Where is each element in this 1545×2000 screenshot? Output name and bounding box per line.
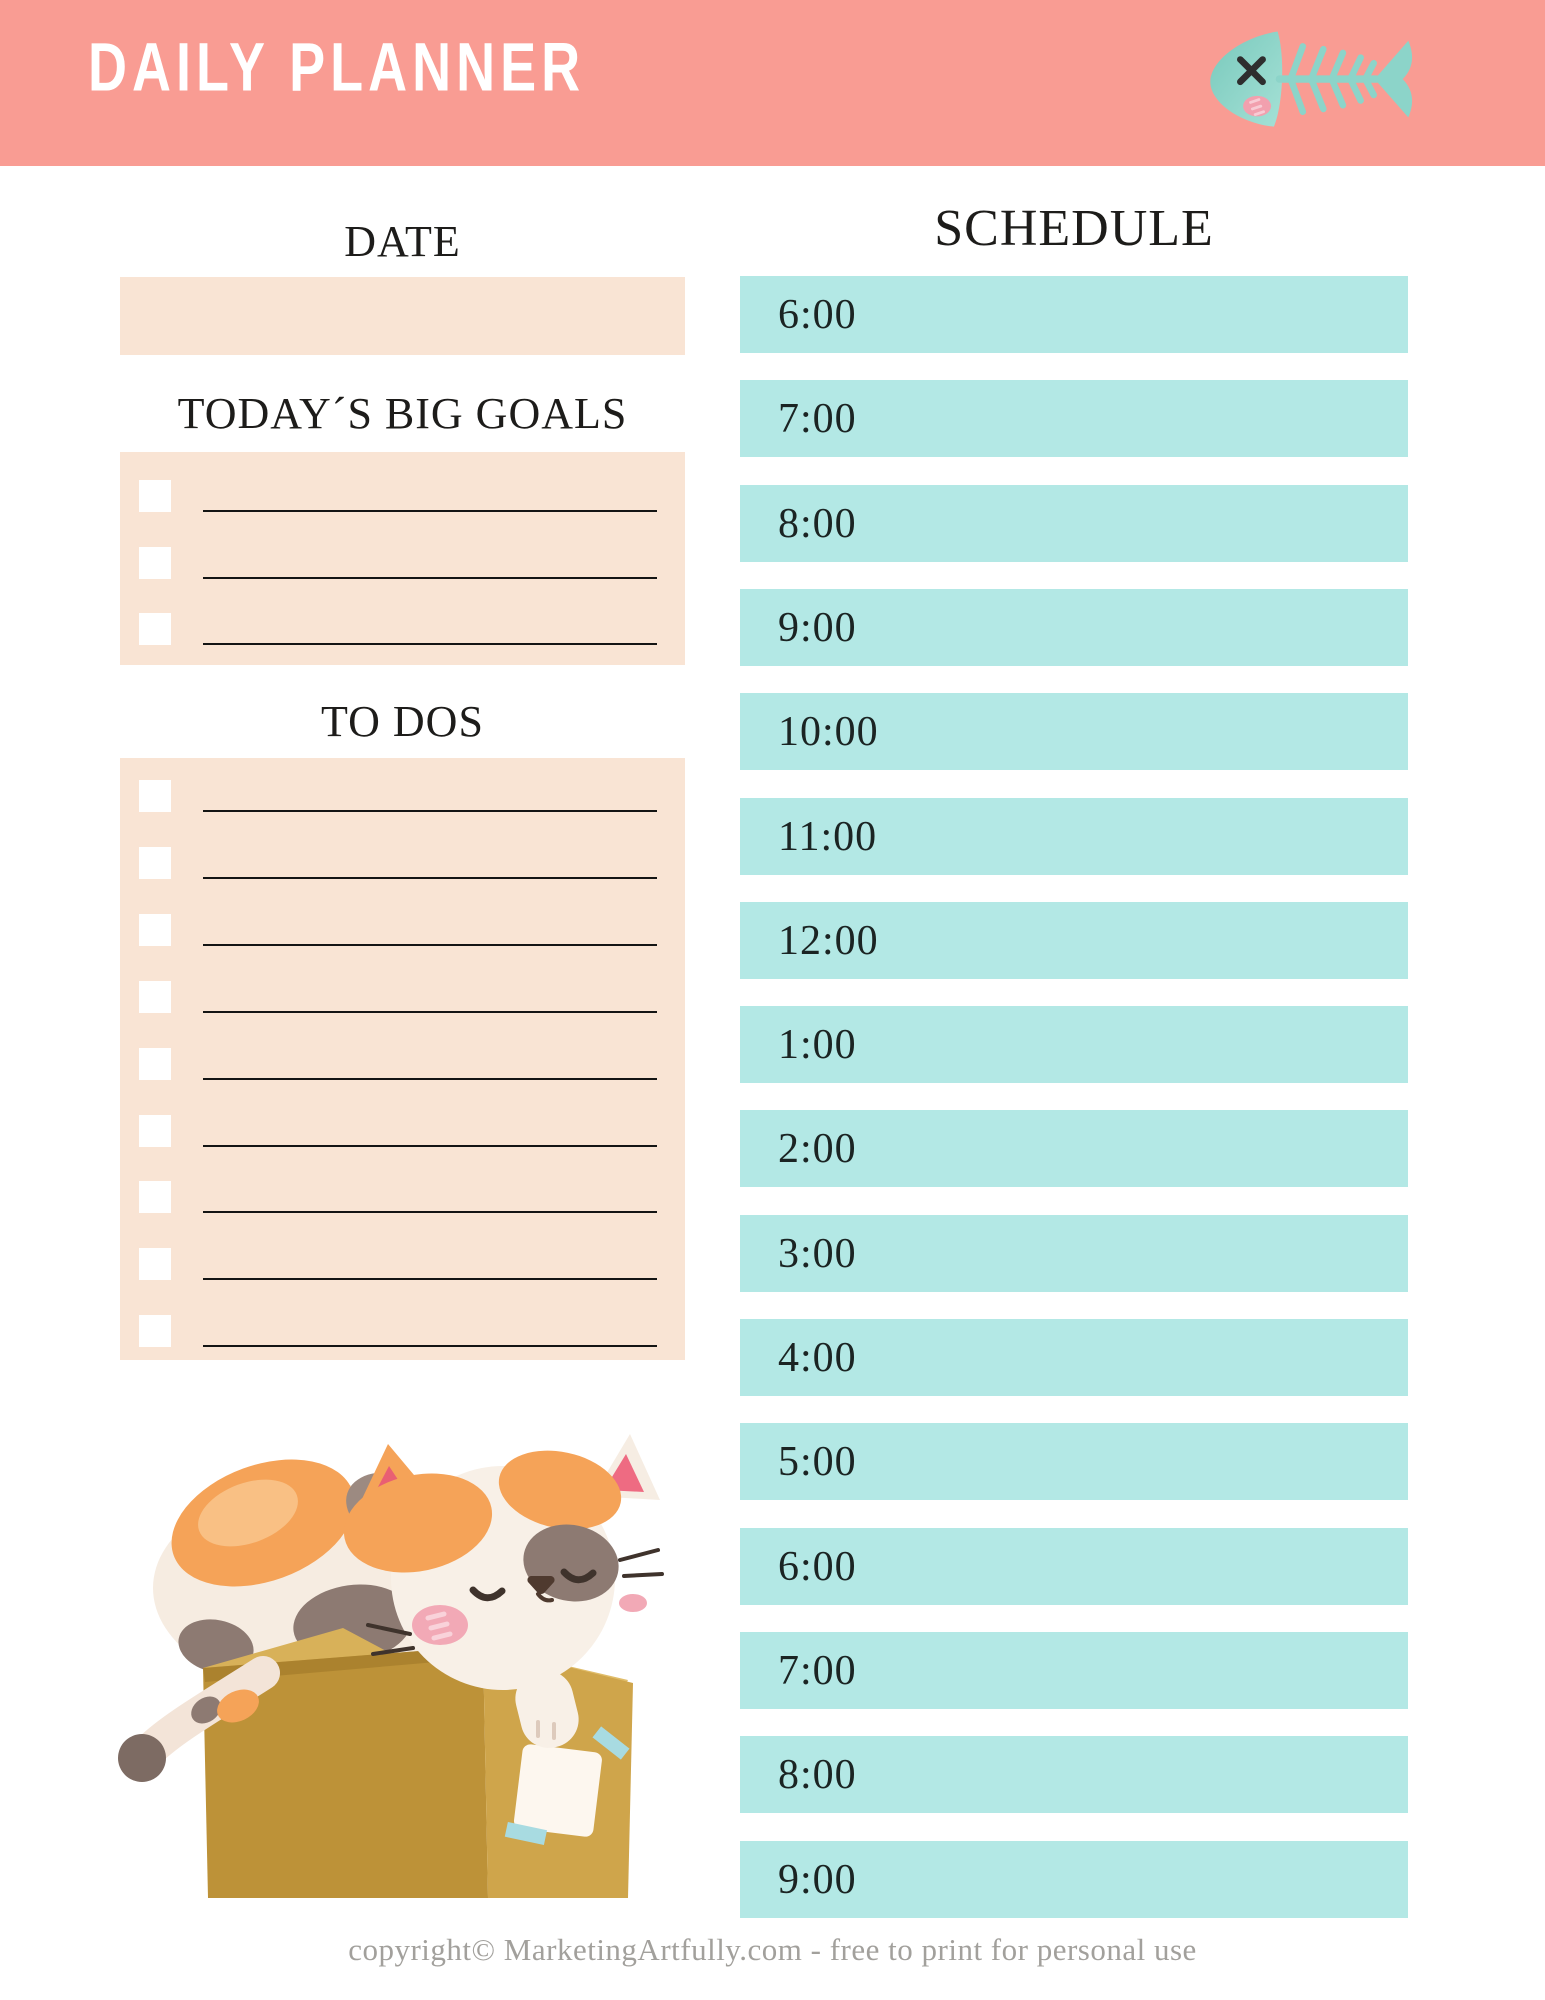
schedule-slot[interactable]: [740, 1632, 1408, 1709]
page-title: DAILY PLANNER: [88, 29, 586, 107]
checkbox[interactable]: [139, 914, 171, 946]
date-heading: DATE: [344, 217, 461, 266]
slot-time-label: 7:00: [778, 1647, 857, 1694]
write-line[interactable]: [203, 877, 657, 879]
check-row: [120, 1048, 685, 1080]
write-line[interactable]: [203, 1278, 657, 1280]
schedule-slot[interactable]: [740, 380, 1408, 457]
schedule-heading: SCHEDULE: [934, 200, 1214, 257]
slot-time-label: 11:00: [778, 813, 878, 860]
check-row: [120, 847, 685, 879]
check-row: [120, 780, 685, 812]
checkbox[interactable]: [139, 1115, 171, 1147]
slot-time-label: 3:00: [778, 1230, 857, 1277]
schedule-slot[interactable]: [740, 1110, 1408, 1187]
slot-time-label: 12:00: [778, 917, 879, 964]
slot-time-label: 1:00: [778, 1021, 857, 1068]
schedule-slot[interactable]: [740, 276, 1408, 353]
checkbox[interactable]: [139, 780, 171, 812]
slot-time-label: 5:00: [778, 1438, 857, 1485]
footer-note: copyright© MarketingArtfully.com - free to print for personal use: [348, 1932, 1197, 1967]
check-row: [120, 1181, 685, 1213]
checkbox[interactable]: [139, 1315, 171, 1347]
schedule-slot[interactable]: [740, 1319, 1408, 1396]
check-row: [120, 981, 685, 1013]
schedule-slot[interactable]: [740, 902, 1408, 979]
check-row: [120, 1115, 685, 1147]
write-line[interactable]: [203, 1345, 657, 1347]
checkbox[interactable]: [139, 613, 171, 645]
check-row: [120, 914, 685, 946]
schedule-slot[interactable]: [740, 589, 1408, 666]
slot-time-label: 8:00: [778, 500, 857, 547]
fish-skeleton-icon: [1193, 24, 1421, 136]
goals-checklist: [120, 452, 685, 665]
write-line[interactable]: [203, 810, 657, 812]
schedule-slot[interactable]: [740, 485, 1408, 562]
checkbox[interactable]: [139, 1181, 171, 1213]
write-line[interactable]: [203, 510, 657, 512]
write-line[interactable]: [203, 1211, 657, 1213]
slot-time-label: 4:00: [778, 1334, 857, 1381]
schedule-slot[interactable]: [740, 798, 1408, 875]
write-line[interactable]: [203, 1145, 657, 1147]
slot-time-label: 9:00: [778, 604, 857, 651]
checkbox[interactable]: [139, 1248, 171, 1280]
schedule-slot[interactable]: [740, 1006, 1408, 1083]
schedule-slot[interactable]: [740, 1215, 1408, 1292]
check-row: [120, 1248, 685, 1280]
checkbox[interactable]: [139, 547, 171, 579]
write-line[interactable]: [203, 1078, 657, 1080]
check-row: [120, 547, 685, 579]
checkbox[interactable]: [139, 480, 171, 512]
schedule-slot[interactable]: [740, 1528, 1408, 1605]
schedule-slot[interactable]: [740, 1423, 1408, 1500]
header-bar: [0, 0, 1545, 166]
slot-time-label: 9:00: [778, 1856, 857, 1903]
checkbox[interactable]: [139, 981, 171, 1013]
slot-time-label: 6:00: [778, 1543, 857, 1590]
slot-time-label: 10:00: [778, 708, 879, 755]
checkbox[interactable]: [139, 1048, 171, 1080]
schedule-slot[interactable]: [740, 1736, 1408, 1813]
slot-time-label: 7:00: [778, 395, 857, 442]
todos-checklist: [120, 758, 685, 1360]
sleeping-cat-on-box-illustration: [88, 1418, 668, 1918]
write-line[interactable]: [203, 1011, 657, 1013]
check-row: [120, 1315, 685, 1347]
slot-time-label: 6:00: [778, 291, 857, 338]
write-line[interactable]: [203, 944, 657, 946]
check-row: [120, 613, 685, 645]
write-line[interactable]: [203, 577, 657, 579]
schedule-slot[interactable]: [740, 693, 1408, 770]
schedule-list: [740, 276, 1408, 1918]
slot-time-label: 8:00: [778, 1751, 857, 1798]
goals-heading: TODAY´S BIG GOALS: [177, 389, 628, 438]
slot-time-label: 2:00: [778, 1125, 857, 1172]
date-input-box[interactable]: [120, 277, 685, 355]
checkbox[interactable]: [139, 847, 171, 879]
check-row: [120, 480, 685, 512]
write-line[interactable]: [203, 643, 657, 645]
todos-heading: TO DOS: [321, 697, 484, 746]
schedule-slot[interactable]: [740, 1841, 1408, 1918]
